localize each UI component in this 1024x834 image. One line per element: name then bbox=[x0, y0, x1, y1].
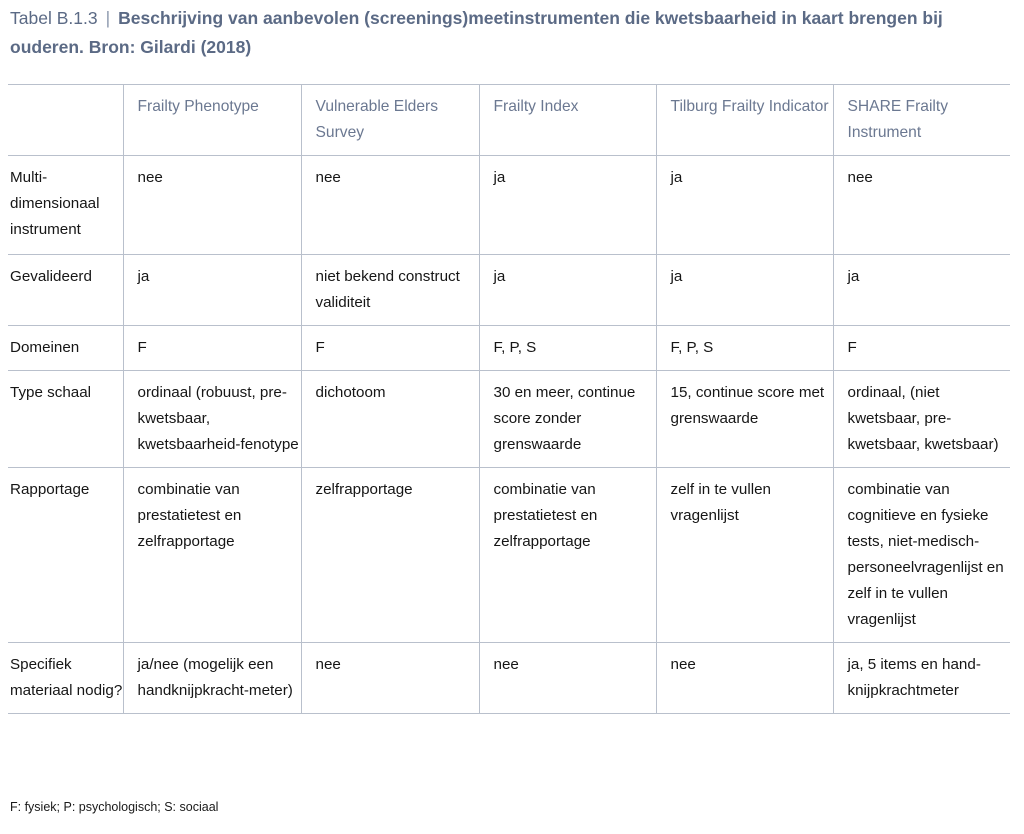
table-cell: 15, continue score met grenswaarde bbox=[656, 371, 833, 468]
table-footnote: F: fysiek; P: psychologisch; S: sociaal bbox=[10, 800, 219, 814]
table-row bbox=[8, 643, 1010, 714]
table-caption bbox=[10, 4, 1014, 62]
table-cell: niet bekend construct validiteit bbox=[301, 255, 479, 326]
table-cell: nee bbox=[833, 156, 1010, 255]
table-cell: nee bbox=[301, 643, 479, 714]
table-cell: combinatie van cognitieve en fysieke tests, niet-medisch-personeelvragenlijst en zelf in te vullen vragenlijst bbox=[833, 468, 1010, 643]
header-share-frailty-instrument: SHARE Frailty Instrument bbox=[833, 85, 1010, 156]
row-label: Type schaal bbox=[8, 371, 123, 468]
row-label: Domeinen bbox=[8, 326, 123, 371]
row-label: Gevalideerd bbox=[8, 255, 123, 326]
table-cell: nee bbox=[479, 643, 656, 714]
table-row bbox=[8, 468, 1010, 643]
table-cell: zelf in te vullen vragenlijst bbox=[656, 468, 833, 643]
table-cell: combinatie van prestatietest en zelfrapportage bbox=[479, 468, 656, 643]
table-row bbox=[8, 255, 1010, 326]
header-frailty-index: Frailty Index bbox=[479, 85, 656, 156]
table-cell: ja bbox=[656, 255, 833, 326]
header-frailty-phenotype: Frailty Phenotype bbox=[123, 85, 301, 156]
table-cell: ja, 5 items en hand-knijpkrachtmeter bbox=[833, 643, 1010, 714]
table-cell: nee bbox=[656, 643, 833, 714]
table-cell: ja bbox=[656, 156, 833, 255]
header-vulnerable-elders-survey: Vulnerable Elders Survey bbox=[301, 85, 479, 156]
table-row bbox=[8, 156, 1010, 255]
table-cell: dichotoom bbox=[301, 371, 479, 468]
table-cell: 30 en meer, continue score zonder grenswaarde bbox=[479, 371, 656, 468]
header-tilburg-frailty-indicator: Tilburg Frailty Indicator bbox=[656, 85, 833, 156]
row-label: Specifiek materiaal nodig? bbox=[8, 643, 123, 714]
table-cell: ja bbox=[479, 156, 656, 255]
table-cell: F bbox=[833, 326, 1010, 371]
row-label: Multi-dimensionaal instrument bbox=[8, 156, 123, 255]
table-cell: zelfrapportage bbox=[301, 468, 479, 643]
table-cell: combinatie van prestatietest en zelfrapportage bbox=[123, 468, 301, 643]
row-label: Rapportage bbox=[8, 468, 123, 643]
table-cell: nee bbox=[123, 156, 301, 255]
header-empty bbox=[8, 85, 123, 156]
table-row bbox=[8, 371, 1010, 468]
table-cell: ordinaal, (niet kwetsbaar, pre-kwetsbaar, kwetsbaar) bbox=[833, 371, 1010, 468]
table-cell: F, P, S bbox=[656, 326, 833, 371]
table-cell: F bbox=[123, 326, 301, 371]
table-cell: ja bbox=[479, 255, 656, 326]
table-cell: F bbox=[301, 326, 479, 371]
table-header-row bbox=[8, 85, 1010, 156]
instruments-table bbox=[8, 84, 1010, 714]
table-title: Beschrijving van aanbevolen (screenings)meetinstrumenten die kwetsbaarheid in kaart brengen bij ouderen. Bron: Gilardi (2018) bbox=[10, 8, 943, 57]
table-cell: ja bbox=[833, 255, 1010, 326]
table-cell: nee bbox=[301, 156, 479, 255]
table-cell: ja bbox=[123, 255, 301, 326]
table-row bbox=[8, 326, 1010, 371]
table-cell: ja/nee (mogelijk een handknijpkracht-meter) bbox=[123, 643, 301, 714]
table-number: Tabel B.1.3 bbox=[10, 8, 98, 28]
caption-separator: | bbox=[105, 8, 111, 28]
table-cell: ordinaal (robuust, pre-kwetsbaar, kwetsbaarheid-fenotype bbox=[123, 371, 301, 468]
table-cell: F, P, S bbox=[479, 326, 656, 371]
